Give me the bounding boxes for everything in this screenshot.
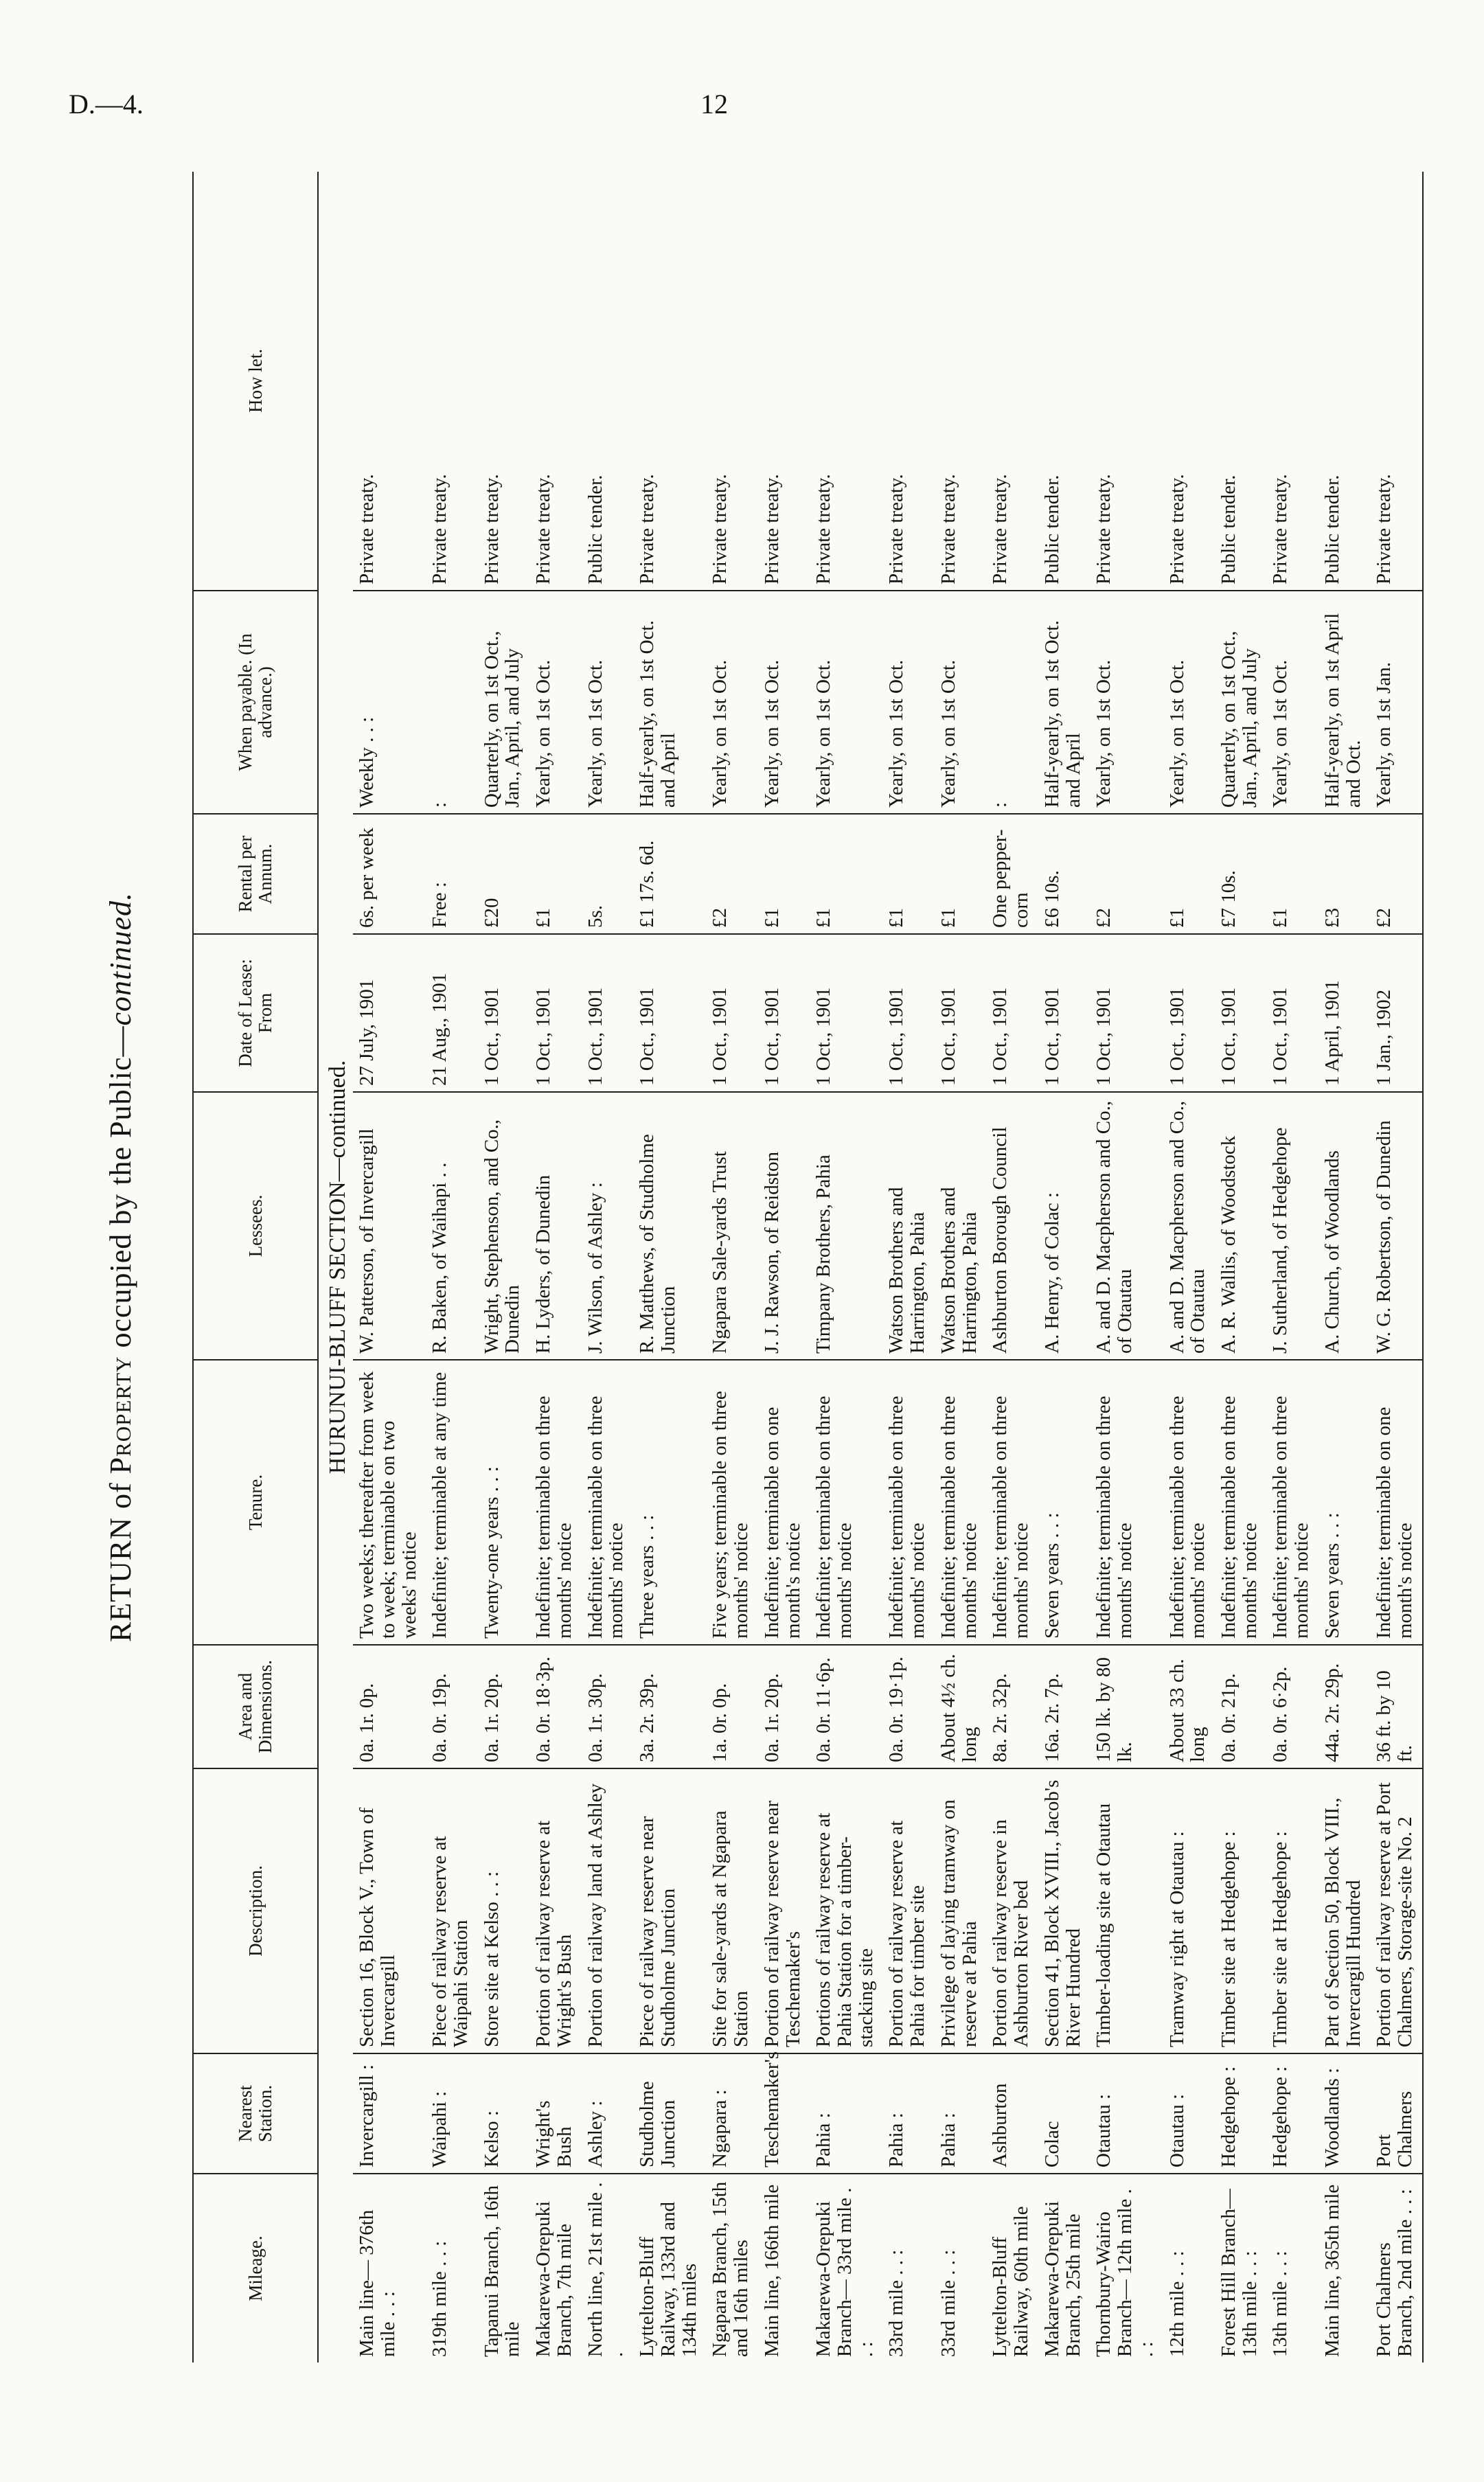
rental-cell: £2 <box>1370 814 1422 934</box>
area-cell: About 4½ ch. long <box>935 1645 986 1768</box>
rental-cell: £6 10s. <box>1038 814 1090 934</box>
station-cell: Pahia : <box>935 2053 986 2174</box>
date-cell: 1 Oct., 1901 <box>1163 934 1215 1092</box>
rental-cell: £1 <box>1163 814 1215 934</box>
date-cell: 1 Oct., 1901 <box>529 934 581 1092</box>
station-cell: Pahia : <box>810 2053 882 2174</box>
mileage-cell: North line, 21st mile . . <box>584 2182 628 2357</box>
description-cell: Portion of railway reserve in Ashburton River bed <box>986 1768 1038 2053</box>
tenure-cell: Indefinite; terminable on three months' notice <box>529 1360 581 1645</box>
area-cell: 44a. 2r. 29p. <box>1319 1645 1370 1768</box>
lessee-cell: J. Wilson, of Ashley : <box>582 1092 633 1360</box>
table-row <box>935 172 986 2363</box>
area-cell: 0a. 0r. 19p. <box>426 1645 477 1768</box>
how-let-cell: Private treaty. <box>1090 172 1163 591</box>
tenure-cell: Five years; terminable on three months' notice <box>706 1360 757 1645</box>
area-cell: 0a. 1r. 20p. <box>758 1645 810 1768</box>
how-let-cell: Private treaty. <box>1370 172 1422 591</box>
rental-cell: £2 <box>1090 814 1163 934</box>
rental-cell: £20 <box>478 814 529 934</box>
when-payable-cell: Half-yearly, on 1st Oct. and April <box>1038 591 1090 814</box>
tenure-cell: Indefinite; terminable on three months' notice <box>1266 1360 1318 1645</box>
description-cell: Section 41, Block XVIII., Jacob's River Hundred <box>1038 1768 1090 2053</box>
col-description: Description. <box>193 1768 318 2053</box>
when-payable-cell: Yearly, on 1st Oct. <box>582 591 633 814</box>
station-cell: Studholme Junction <box>633 2053 706 2174</box>
lessee-cell: A. Henry, of Colac : <box>1038 1092 1090 1360</box>
tenure-cell: Indefinite; terminable on one month's notice <box>758 1360 810 1645</box>
col-rental: Rental per Annum. <box>193 814 318 934</box>
mileage-cell: Main line, 166th mile <box>760 2184 783 2357</box>
lessee-cell: Wright, Stephenson, and Co., Dunedin <box>478 1092 529 1360</box>
mileage-cell: Main line, 365th mile <box>1321 2184 1343 2357</box>
area-cell: 0a. 1r. 20p. <box>478 1645 529 1768</box>
lessee-cell: W. Patterson, of Invercargill <box>353 1092 426 1360</box>
how-let-cell: Private treaty. <box>1266 172 1318 591</box>
station-cell: Ashley : <box>582 2053 633 2174</box>
area-cell: About 33 ch. long <box>1163 1645 1215 1768</box>
station-cell: Hedgehope : <box>1266 2053 1318 2174</box>
document-code: D.—4. <box>69 89 144 119</box>
description-cell: Timber site at Hedgehope : <box>1215 1768 1266 2053</box>
area-cell: 0a. 0r. 18·3p. <box>529 1645 581 1768</box>
date-cell: 1 Oct., 1901 <box>882 934 934 1092</box>
rental-cell: £1 <box>1266 814 1318 934</box>
how-let-cell: Private treaty. <box>353 172 426 591</box>
rental-cell: One pepper-corn <box>986 814 1038 934</box>
when-payable-cell: Yearly, on 1st Oct. <box>758 591 810 814</box>
date-cell: 1 Oct., 1901 <box>758 934 810 1092</box>
when-payable-cell: Yearly, on 1st Oct. <box>1266 591 1318 814</box>
tenure-cell: Twenty-one years . . : <box>478 1360 529 1645</box>
when-payable-cell: Half-yearly, on 1st Oct. and April <box>633 591 706 814</box>
station-cell: Otautau : <box>1090 2053 1163 2174</box>
date-cell: 27 July, 1901 <box>353 934 426 1092</box>
lessee-cell: Ngapara Sale-yards Trust <box>706 1092 757 1360</box>
table-row <box>353 172 426 2363</box>
mileage-cell: 319th mile . . : <box>429 2240 451 2357</box>
how-let-cell: Private treaty. <box>1163 172 1215 591</box>
rental-cell: £1 <box>810 814 882 934</box>
station-cell: Ashburton <box>986 2053 1038 2174</box>
lessee-cell: R. Baken, of Waihapi . . <box>426 1092 477 1360</box>
page-number: 12 <box>700 89 728 119</box>
col-how-let: How let. <box>193 172 318 591</box>
when-payable-cell: Yearly, on 1st Jan. <box>1370 591 1422 814</box>
tenure-cell: Indefinite; terminable on one month's notice <box>1370 1360 1422 1645</box>
station-cell: Wright's Bush <box>529 2053 581 2174</box>
col-when-payable: When payable. (In advance.) <box>193 591 318 814</box>
how-let-cell: Private treaty. <box>986 172 1038 591</box>
rental-cell: £1 <box>882 814 934 934</box>
tenure-cell: Indefinite; terminable on three months' notice <box>1163 1360 1215 1645</box>
station-cell: Teschemaker's <box>758 2053 810 2174</box>
tenure-cell: Indefinite; terminable on three months' notice <box>1215 1360 1266 1645</box>
mileage-cell: Main line— 376th mile . . : <box>356 2209 399 2357</box>
description-cell: Portion of railway land at Ashley <box>582 1768 633 2053</box>
tenure-cell: Indefinite; terminable on three months' notice <box>582 1360 633 1645</box>
mileage-cell: Forest Hill Branch— 13th mile . . : <box>1218 2189 1261 2357</box>
area-cell: 1a. 0r. 0p. <box>706 1645 757 1768</box>
date-cell: 1 Oct., 1901 <box>986 934 1038 1092</box>
table-row <box>758 172 810 2363</box>
description-cell: Piece of railway reserve at Waipahi Station <box>426 1768 477 2053</box>
rental-cell: £2 <box>706 814 757 934</box>
description-cell: Timber site at Hedgehope : <box>1266 1768 1318 2053</box>
section-row <box>318 172 353 2363</box>
date-cell: 1 Oct., 1901 <box>706 934 757 1092</box>
area-cell: 36 ft. by 10 ft. <box>1370 1645 1422 1768</box>
lessee-cell: A. and D. Macpherson and Co., of Otautau <box>1163 1092 1215 1360</box>
how-let-cell: Private treaty. <box>478 172 529 591</box>
table-row <box>1090 172 1163 2363</box>
tenure-cell: Indefinite; terminable on three months' notice <box>935 1360 986 1645</box>
lessee-cell: W. G. Robertson, of Dunedin <box>1370 1092 1422 1360</box>
mileage-cell: Lyttelton-Bluff Railway, 133rd and 134th miles <box>636 2201 700 2357</box>
rental-cell: £1 <box>529 814 581 934</box>
area-cell: 3a. 2r. 39p. <box>633 1645 706 1768</box>
rental-cell: £1 <box>935 814 986 934</box>
mileage-cell: Makarewa-Orepuki Branch, 25th mile <box>1040 2200 1084 2357</box>
property-table <box>192 172 1424 2363</box>
station-cell: Invercargill : <box>353 2053 426 2174</box>
when-payable-cell: Yearly, on 1st Oct. <box>882 591 934 814</box>
when-payable-cell: Half-yearly, on 1st April and Oct. <box>1319 591 1370 814</box>
tenure-cell: Seven years . . : <box>1319 1360 1370 1645</box>
how-let-cell: Private treaty. <box>935 172 986 591</box>
lessee-cell: Timpany Brothers, Pahia <box>810 1092 882 1360</box>
date-cell: 1 Oct., 1901 <box>935 934 986 1092</box>
col-lessees: Lessees. <box>193 1092 318 1360</box>
when-payable-cell: Yearly, on 1st Oct. <box>706 591 757 814</box>
table-row <box>1038 172 1090 2363</box>
tenure-cell: Indefinite; terminable on three months' notice <box>986 1360 1038 1645</box>
when-payable-cell: Yearly, on 1st Oct. <box>1090 591 1163 814</box>
table-row <box>986 172 1038 2363</box>
station-cell: Port Chalmers <box>1370 2053 1422 2174</box>
tenure-cell: Three years . . : <box>633 1360 706 1645</box>
table-row <box>1370 172 1422 2363</box>
title-property-word: Property <box>104 1356 137 1475</box>
station-cell: Pahia : <box>882 2053 934 2174</box>
date-cell: 1 Oct., 1901 <box>582 934 633 1092</box>
rental-cell: £3 <box>1319 814 1370 934</box>
how-let-cell: Public tender. <box>1038 172 1090 591</box>
mileage-cell: 12th mile . . : <box>1165 2251 1188 2357</box>
how-let-cell: Private treaty. <box>633 172 706 591</box>
date-cell: 1 Jan., 1902 <box>1370 934 1422 1092</box>
date-cell: 1 Oct., 1901 <box>1266 934 1318 1092</box>
tenure-cell: Indefinite; terminable on three months' notice <box>810 1360 882 1645</box>
rental-cell: £1 <box>758 814 810 934</box>
station-cell: Otautau : <box>1163 2053 1215 2174</box>
date-cell: 1 Oct., 1901 <box>810 934 882 1092</box>
title-suffix: occupied by the Public— <box>104 1025 137 1356</box>
when-payable-cell: : <box>986 591 1038 814</box>
mileage-cell: 13th mile . . : <box>1269 2251 1292 2357</box>
description-cell: Piece of railway reserve near Studholme Junction <box>633 1768 706 2053</box>
tenure-cell: Two weeks; thereafter from week to week; terminable on two weeks' notice <box>353 1360 426 1645</box>
area-cell: 150 lk. by 80 lk. <box>1090 1645 1163 1768</box>
when-payable-cell: Quarterly, on 1st Oct., Jan., April, and July <box>478 591 529 814</box>
station-cell: Kelso : <box>478 2053 529 2174</box>
section-heading: HURUNUI-BLUFF SECTION—continued. <box>325 1060 350 1475</box>
when-payable-cell: Yearly, on 1st Oct. <box>935 591 986 814</box>
when-payable-cell: Quarterly, on 1st Oct., Jan., April, and July <box>1215 591 1266 814</box>
table-row <box>529 172 581 2363</box>
table-row <box>1319 172 1370 2363</box>
when-payable-cell: : <box>426 591 477 814</box>
col-date: Date of Lease: From <box>193 934 318 1092</box>
description-cell: Privilege of laying tramway on reserve at Pahia <box>935 1768 986 2053</box>
tenure-cell: Indefinite; terminable on three months' notice <box>882 1360 934 1645</box>
how-let-cell: Public tender. <box>1319 172 1370 591</box>
description-cell: Section 16, Block V., Town of Invercargill <box>353 1768 426 2053</box>
table-row <box>582 172 633 2363</box>
lessee-cell: H. Lyders, of Dunedin <box>529 1092 581 1360</box>
mileage-cell: 33rd mile . . : <box>885 2249 908 2357</box>
lessee-cell: J. J. Rawson, of Reidston <box>758 1092 810 1360</box>
date-cell: 1 Oct., 1901 <box>478 934 529 1092</box>
col-nearest-station: Nearest Station. <box>193 2053 318 2174</box>
return-title <box>103 172 138 2363</box>
mileage-cell: Port Chalmers Branch, 2nd mile . . : <box>1370 2174 1422 2363</box>
rental-cell: Free : <box>426 814 477 934</box>
when-payable-cell: Yearly, on 1st Oct. <box>529 591 581 814</box>
tenure-cell: Indefinite; terminable at any time <box>426 1360 477 1645</box>
rotated-page-content <box>103 172 1417 2363</box>
lessee-cell: A. and D. Macpherson and Co., of Otautau <box>1090 1092 1163 1360</box>
title-continued: continued. <box>104 891 137 1026</box>
how-let-cell: Private treaty. <box>529 172 581 591</box>
date-cell: 1 April, 1901 <box>1319 934 1370 1092</box>
tenure-cell: Seven years . . : <box>1038 1360 1090 1645</box>
area-cell: 8a. 2r. 32p. <box>986 1645 1038 1768</box>
table-row <box>633 172 706 2363</box>
title-prefix: RETURN of <box>104 1474 137 1643</box>
date-cell: 21 Aug., 1901 <box>426 934 477 1092</box>
lessee-cell: R. Matthews, of Studholme Junction <box>633 1092 706 1360</box>
date-cell: 1 Oct., 1901 <box>1090 934 1163 1092</box>
description-cell: Portion of railway reserve at Wright's Bush <box>529 1768 581 2053</box>
area-cell: 0a. 0r. 21p. <box>1215 1645 1266 1768</box>
mileage-cell: Makarewa-Orepuki Branch— 33rd mile . . : <box>812 2187 877 2357</box>
date-cell: 1 Oct., 1901 <box>1215 934 1266 1092</box>
rental-cell: £1 17s. 6d. <box>633 814 706 934</box>
area-cell: 0a. 0r. 6·2p. <box>1266 1645 1318 1768</box>
rental-cell: 6s. per week <box>353 814 426 934</box>
how-let-cell: Private treaty. <box>882 172 934 591</box>
when-payable-cell: Weekly . . : <box>353 591 426 814</box>
station-cell: Ngapara : <box>706 2053 757 2174</box>
rental-cell: £7 10s. <box>1215 814 1266 934</box>
description-cell: Tramway right at Otautau : <box>1163 1768 1215 2053</box>
when-payable-cell: Yearly, on 1st Oct. <box>1163 591 1215 814</box>
how-let-cell: Private treaty. <box>810 172 882 591</box>
mileage-cell: Lyttelton-Bluff Railway, 60th mile <box>989 2206 1033 2357</box>
area-cell: 16a. 2r. 7p. <box>1038 1645 1090 1768</box>
station-cell: Woodlands : <box>1319 2053 1370 2174</box>
table-row <box>426 172 477 2363</box>
header-row <box>193 172 318 2363</box>
lessee-cell: Ashburton Borough Council <box>986 1092 1038 1360</box>
table-row <box>706 172 757 2363</box>
description-cell: Portion of railway reserve near Teschemaker's <box>758 1768 810 2053</box>
mileage-cell: 33rd mile . . : <box>937 2249 959 2357</box>
table-row <box>1163 172 1215 2363</box>
table-row <box>810 172 882 2363</box>
rental-cell: 5s. <box>582 814 633 934</box>
description-cell: Part of Section 50, Block VIII., Invercargill Hundred <box>1319 1768 1370 2053</box>
area-cell: 0a. 1r. 0p. <box>353 1645 426 1768</box>
lessee-cell: Watson Brothers and Harrington, Pahia <box>935 1092 986 1360</box>
lessee-cell: J. Sutherland, of Hedgehope <box>1266 1092 1318 1360</box>
station-cell: Waipahi : <box>426 2053 477 2174</box>
how-let-cell: Public tender. <box>1215 172 1266 591</box>
mileage-cell: Tapanui Branch, 16th mile <box>480 2185 524 2357</box>
date-cell: 1 Oct., 1901 <box>1038 934 1090 1092</box>
mileage-cell: Thornbury-Wairio Branch— 12th mile . . : <box>1093 2189 1157 2357</box>
table-row <box>478 172 529 2363</box>
description-cell: Site for sale-yards at Ngapara Station <box>706 1768 757 2053</box>
table-row <box>882 172 934 2363</box>
lessee-cell: A. Church, of Woodlands <box>1319 1092 1370 1360</box>
station-cell: Hedgehope : <box>1215 2053 1266 2174</box>
description-cell: Store site at Kelso . . : <box>478 1768 529 2053</box>
col-mileage: Mileage. <box>193 2174 318 2363</box>
mileage-cell: Ngapara Branch, 15th and 16th miles <box>709 2181 753 2357</box>
how-let-cell: Public tender. <box>582 172 633 591</box>
table-row <box>1215 172 1266 2363</box>
table-row <box>1266 172 1318 2363</box>
mileage-cell: Makarewa-Orepuki Branch, 7th mile <box>532 2200 575 2357</box>
description-cell: Portion of railway reserve at Port Chalmers, Storage-site No. 2 <box>1370 1768 1422 2053</box>
how-let-cell: Private treaty. <box>706 172 757 591</box>
area-cell: 0a. 1r. 30p. <box>582 1645 633 1768</box>
description-cell: Timber-loading site at Otautau <box>1090 1768 1163 2053</box>
lessee-cell: Watson Brothers and Harrington, Pahia <box>882 1092 934 1360</box>
tenure-cell: Indefinite; terminable on three months' notice <box>1090 1360 1163 1645</box>
col-area: Area and Dimensions. <box>193 1645 318 1768</box>
description-cell: Portion of railway reserve at Pahia for timber site <box>882 1768 934 2053</box>
area-cell: 0a. 0r. 19·1p. <box>882 1645 934 1768</box>
station-cell: Colac <box>1038 2053 1090 2174</box>
how-let-cell: Private treaty. <box>426 172 477 591</box>
area-cell: 0a. 0r. 11·6p. <box>810 1645 882 1768</box>
date-cell: 1 Oct., 1901 <box>633 934 706 1092</box>
col-tenure: Tenure. <box>193 1360 318 1645</box>
lessee-cell: A. R. Wallis, of Woodstock <box>1215 1092 1266 1360</box>
how-let-cell: Private treaty. <box>758 172 810 591</box>
description-cell: Portions of railway reserve at Pahia Station for a timber-stacking site <box>810 1768 882 2053</box>
when-payable-cell: Yearly, on 1st Oct. <box>810 591 882 814</box>
